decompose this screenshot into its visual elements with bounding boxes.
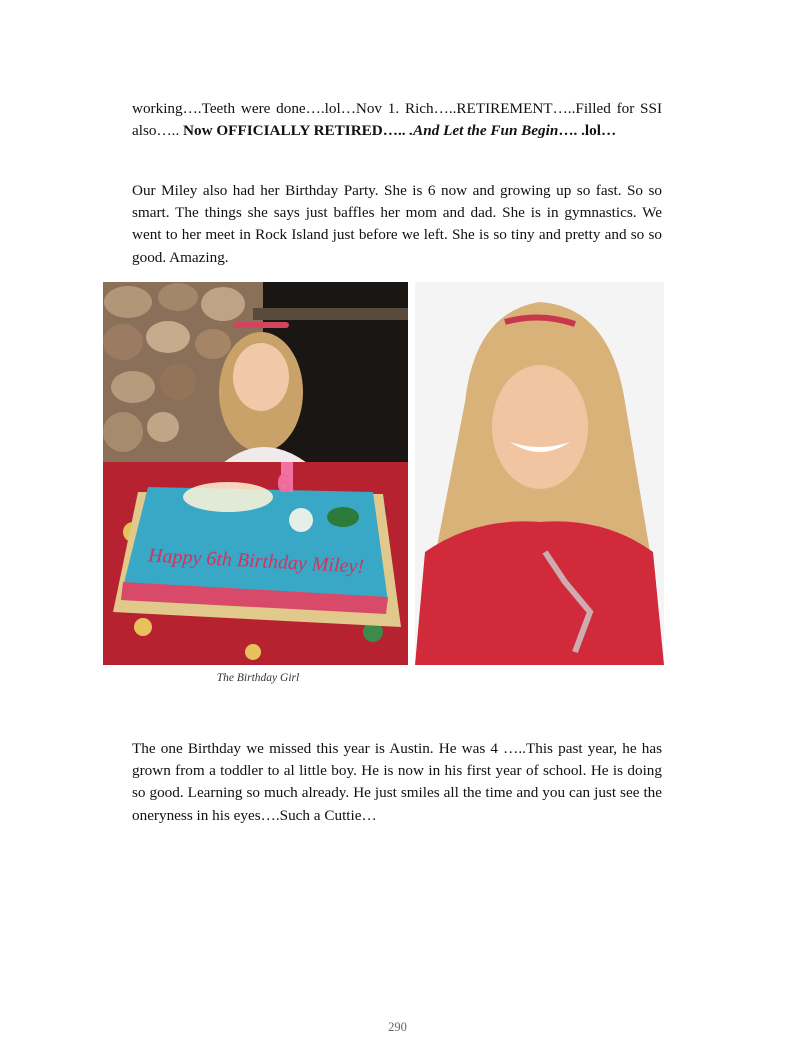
svg-text:6: 6	[277, 468, 292, 498]
paragraph-austin: The one Birthday we missed this year is Austin. He was 4 …..This past year, he has grown from a toddler to al little boy. He is now in his first year of school. He is doing so good. Learning so much already. He just smiles all the time and you can just see the oneryness in his eyes….Such a Cuttie…	[132, 740, 662, 824]
p1-text: working….Teeth were done….lol…Nov 1. Rich…..RETIREMENT…..Filled for SSI also…..	[132, 100, 662, 140]
paragraph-miley: Our Miley also had her Birthday Party. She is 6 now and growing up so fast. So so smart. The things she says just baffles her mom and dad. She is in gymnastics. We went to her meet in Rock Island just before we left. She is so tiny and pretty and so so good. Amazing.	[132, 182, 662, 266]
birthday-cake-photo	[103, 282, 408, 665]
photo-caption: The Birthday Girl	[216, 672, 300, 684]
portrait-photo	[415, 282, 664, 665]
svg-text:Happy 6th Birthday Miley!: Happy 6th Birthday Miley!	[147, 544, 365, 578]
paragraph-retirement	[132, 98, 662, 142]
p1-bold-italic-text: .And Let the Fun Begin	[409, 122, 559, 140]
p1-bold-end: …. .lol…	[558, 122, 617, 140]
p1-bold-text: Now OFFICIALLY RETIRED…..	[183, 122, 410, 140]
page-number: 290	[388, 1020, 407, 1034]
